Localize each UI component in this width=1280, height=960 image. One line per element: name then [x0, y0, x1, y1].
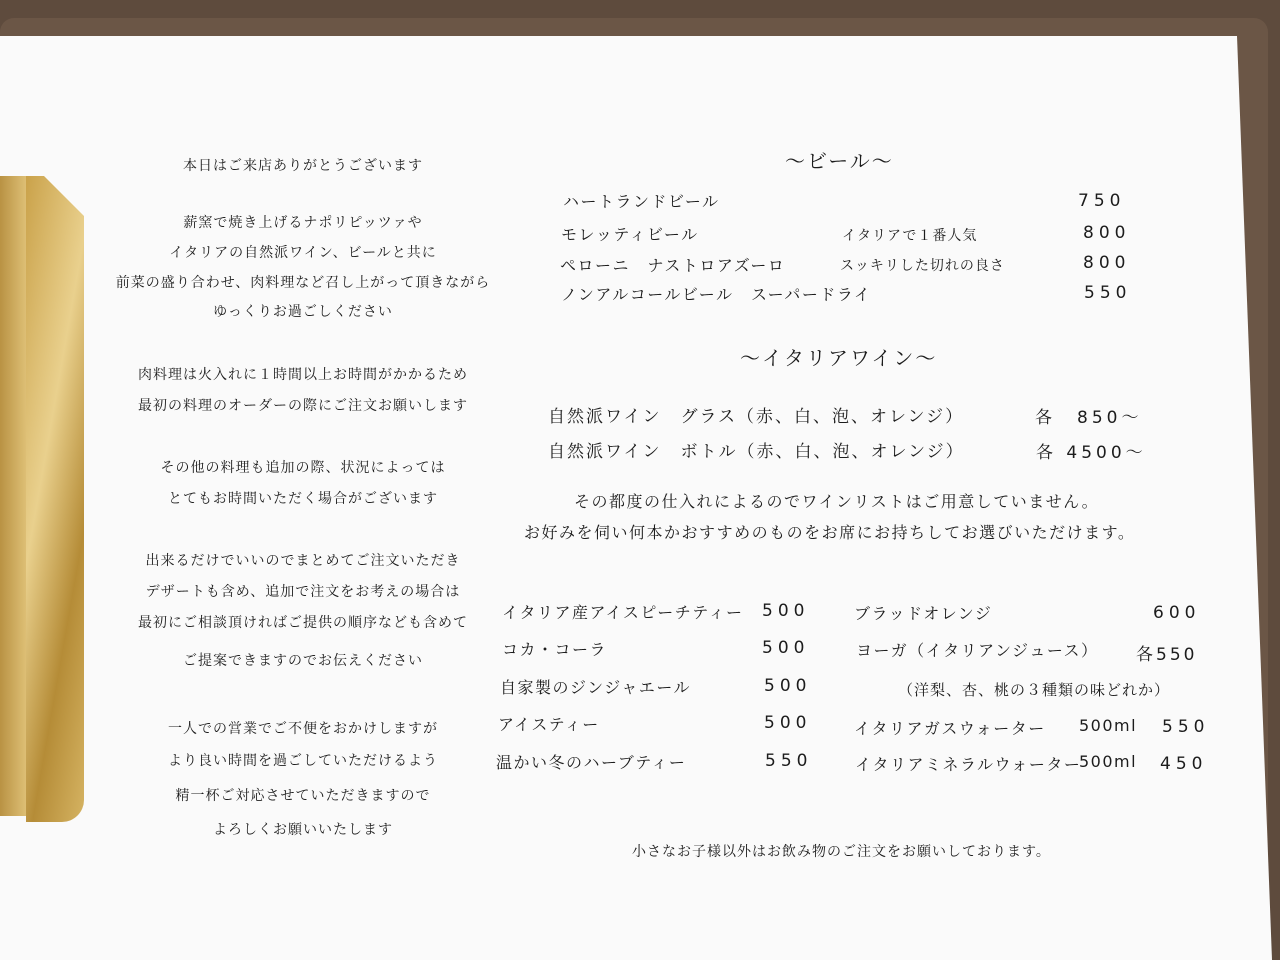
- drink-item-name: イタリア産アイスピーチティー: [502, 603, 744, 622]
- intro-line: ご提案できますのでお伝えください: [183, 653, 423, 669]
- drink-item-price: 500: [764, 676, 812, 696]
- beer-item-name: モレッティビール: [561, 225, 699, 244]
- wine-item-name: 自然派ワイン ボトル（赤、白、泡、オレンジ）: [548, 442, 965, 462]
- drink-item-price: 600: [1153, 603, 1201, 623]
- beer-item-name: ハートランドビール: [563, 192, 720, 211]
- drink-item-note: （洋梨、杏、桃の３種類の味どれか）: [898, 681, 1171, 699]
- drink-item-name: イタリアガスウォーター: [854, 719, 1046, 738]
- drink-item-name: イタリアミネラルウォーター: [855, 755, 1082, 774]
- drink-item-name: 温かい冬のハーブティー: [496, 753, 687, 772]
- beer-item-name: ペローニ ナストロアズーロ: [560, 256, 786, 275]
- intro-line: 肉料理は火入れに１時間以上お時間がかかるため: [138, 367, 468, 383]
- intro-line: 出来るだけでいいのでまとめてご注文いただき: [145, 553, 461, 569]
- intro-line: 最初にご相談頂ければご提供の順序なども含めて: [138, 615, 468, 631]
- drink-item-price: 550: [1162, 717, 1210, 737]
- drink-item-name: 自家製のジンジャエール: [500, 678, 692, 697]
- footer-note: 小さなお子様以外はお飲み物のご注文をお願いしております。: [632, 844, 1051, 860]
- drink-item-price: 500: [762, 638, 810, 658]
- drink-item-name: ブラッドオレンジ: [854, 604, 993, 623]
- intro-line: ゆっくりお過ごしください: [213, 304, 393, 320]
- intro-line: 最初の料理のオーダーの際にご注文お願いします: [138, 398, 468, 414]
- intro-line: イタリアの自然派ワイン、ビールと共に: [169, 245, 437, 261]
- wine-item-price: 各 850～: [1035, 408, 1143, 428]
- intro-line: とてもお時間いただく場合がございます: [168, 491, 438, 507]
- drink-item-size: 500ml: [1079, 716, 1138, 735]
- drink-item-price: 各550: [1136, 645, 1198, 665]
- drink-item-price: 550: [765, 751, 813, 771]
- beer-item-note: イタリアで１番人気: [842, 228, 978, 244]
- drink-item-name: ヨーガ（イタリアンジュース）: [856, 641, 1099, 660]
- wine-item-name: 自然派ワイン グラス（赤、白、泡、オレンジ）: [548, 407, 965, 427]
- beer-item-name: ノンアルコールビール スーパードライ: [561, 285, 872, 304]
- wine-item-price: 各 4500～: [1036, 443, 1147, 463]
- wine-note: その都度の仕入れによるのでワインリストはご用意していません。: [574, 492, 1100, 511]
- intro-line: 前菜の盛り合わせ、肉料理など召し上がって頂きながら: [115, 275, 491, 291]
- intro-line: 本日はご来店ありがとうございます: [183, 158, 423, 174]
- intro-line: よろしくお願いいたします: [213, 822, 393, 838]
- intro-line: 精一杯ご対応させていただきますので: [175, 788, 431, 804]
- beer-item-price: 800: [1083, 223, 1131, 243]
- wine-note: お好みを伺い何本かおすすめのものをお席にお持ちしてお選びいただけます。: [524, 523, 1136, 542]
- beer-item-note: スッキリした切れの良さ: [840, 258, 1005, 274]
- drink-item-name: コカ・コーラ: [502, 640, 608, 659]
- beer-heading: ～ビール～: [785, 149, 894, 173]
- intro-line: その他の料理も追加の際、状況によっては: [160, 460, 446, 476]
- intro-line: 一人での営業でご不便をおかけしますが: [168, 721, 438, 737]
- intro-line: 薪窯で焼き上げるナポリピッツァや: [183, 215, 423, 231]
- beer-item-price: 750: [1078, 191, 1126, 211]
- drink-item-name: アイスティー: [498, 715, 600, 734]
- drink-item-price: 450: [1160, 754, 1208, 774]
- beer-item-price: 550: [1084, 283, 1132, 303]
- beer-item-price: 800: [1083, 253, 1131, 273]
- drink-item-size: 500ml: [1079, 752, 1138, 771]
- intro-line: より良い時間を過ごしていただけるよう: [168, 753, 438, 769]
- wine-heading: ～イタリアワイン～: [740, 346, 938, 370]
- drink-item-price: 500: [764, 713, 812, 733]
- intro-line: デザートも含め、追加で注文をお考えの場合は: [145, 584, 461, 600]
- gold-binding: [26, 176, 84, 822]
- drink-item-price: 500: [762, 601, 810, 621]
- gold-binding-edge: [0, 176, 30, 816]
